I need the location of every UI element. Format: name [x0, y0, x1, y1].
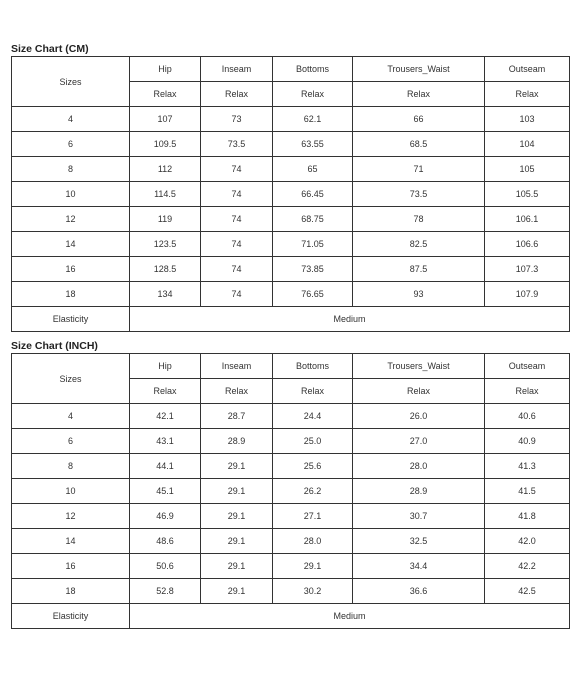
table-cell: 36.6 — [353, 579, 485, 604]
table-cell: 29.1 — [201, 529, 273, 554]
subheader-cell: Relax — [353, 82, 485, 107]
table-cell: 29.1 — [201, 554, 273, 579]
table-cell: 41.3 — [485, 454, 570, 479]
column-header-inseam: Inseam — [201, 57, 273, 82]
column-header-trousers-waist: Trousers_Waist — [353, 57, 485, 82]
size-chart-inch-title: Size Chart (INCH) — [11, 340, 98, 352]
size-cell: 16 — [12, 554, 130, 579]
table-cell: 134 — [130, 282, 201, 307]
table-cell: 32.5 — [353, 529, 485, 554]
table-cell: 71 — [353, 157, 485, 182]
table-cell: 66.45 — [273, 182, 353, 207]
column-header-bottoms: Bottoms — [273, 57, 353, 82]
header-row — [12, 57, 570, 82]
size-cell: 18 — [12, 282, 130, 307]
size-cell: 6 — [12, 132, 130, 157]
size-cell: 10 — [12, 479, 130, 504]
subheader-cell: Relax — [273, 379, 353, 404]
table-row — [12, 529, 570, 554]
table-row — [12, 257, 570, 282]
table-row — [12, 182, 570, 207]
subheader-cell: Relax — [485, 379, 570, 404]
table-cell: 105 — [485, 157, 570, 182]
table-cell: 50.6 — [130, 554, 201, 579]
table-cell: 29.1 — [201, 579, 273, 604]
table-row — [12, 554, 570, 579]
table-cell: 46.9 — [130, 504, 201, 529]
table-cell: 42.1 — [130, 404, 201, 429]
table-cell: 107.3 — [485, 257, 570, 282]
table-cell: 24.4 — [273, 404, 353, 429]
column-header-hip: Hip — [130, 57, 201, 82]
table-cell: 71.05 — [273, 232, 353, 257]
table-cell: 29.1 — [201, 454, 273, 479]
column-header-hip: Hip — [130, 354, 201, 379]
table-cell: 123.5 — [130, 232, 201, 257]
table-cell: 28.9 — [201, 429, 273, 454]
elasticity-row — [12, 604, 570, 629]
column-header-bottoms: Bottoms — [273, 354, 353, 379]
table-cell: 27.1 — [273, 504, 353, 529]
table-cell: 78 — [353, 207, 485, 232]
table-cell: 42.2 — [485, 554, 570, 579]
table-cell: 93 — [353, 282, 485, 307]
table-cell: 40.9 — [485, 429, 570, 454]
table-cell: 68.75 — [273, 207, 353, 232]
header-row — [12, 354, 570, 379]
table-cell: 44.1 — [130, 454, 201, 479]
table-cell: 104 — [485, 132, 570, 157]
subheader-cell: Relax — [130, 82, 201, 107]
table-cell: 63.55 — [273, 132, 353, 157]
elasticity-value: Medium — [130, 307, 570, 332]
column-header-trousers-waist: Trousers_Waist — [353, 354, 485, 379]
size-cell: 12 — [12, 207, 130, 232]
table-cell: 66 — [353, 107, 485, 132]
column-header-outseam: Outseam — [485, 57, 570, 82]
table-cell: 25.0 — [273, 429, 353, 454]
table-cell: 26.2 — [273, 479, 353, 504]
table-cell: 74 — [201, 207, 273, 232]
subheader-cell: Relax — [485, 82, 570, 107]
size-chart-cm-title: Size Chart (CM) — [11, 43, 89, 55]
size-cell: 8 — [12, 454, 130, 479]
elasticity-label: Elasticity — [12, 307, 130, 332]
table-cell: 74 — [201, 232, 273, 257]
size-cell: 18 — [12, 579, 130, 604]
table-cell: 28.7 — [201, 404, 273, 429]
table-row — [12, 454, 570, 479]
subheader-cell: Relax — [353, 379, 485, 404]
table-cell: 107.9 — [485, 282, 570, 307]
table-cell: 65 — [273, 157, 353, 182]
table-row — [12, 132, 570, 157]
elasticity-row — [12, 307, 570, 332]
table-cell: 26.0 — [353, 404, 485, 429]
table-row — [12, 504, 570, 529]
table-cell: 29.1 — [201, 479, 273, 504]
table-cell: 87.5 — [353, 257, 485, 282]
table-cell: 107 — [130, 107, 201, 132]
table-cell: 28.9 — [353, 479, 485, 504]
subheader-cell: Relax — [201, 82, 273, 107]
table-cell: 29.1 — [201, 504, 273, 529]
size-cell: 14 — [12, 529, 130, 554]
table-cell: 42.5 — [485, 579, 570, 604]
size-chart-cm-table — [11, 56, 570, 332]
table-cell: 68.5 — [353, 132, 485, 157]
table-cell: 29.1 — [273, 554, 353, 579]
size-cell: 10 — [12, 182, 130, 207]
size-cell: 12 — [12, 504, 130, 529]
table-cell: 43.1 — [130, 429, 201, 454]
table-cell: 27.0 — [353, 429, 485, 454]
table-cell: 74 — [201, 182, 273, 207]
subheader-cell: Relax — [130, 379, 201, 404]
table-row — [12, 232, 570, 257]
size-cell: 14 — [12, 232, 130, 257]
size-cell: 8 — [12, 157, 130, 182]
size-cell: 16 — [12, 257, 130, 282]
sizes-header: Sizes — [12, 57, 130, 107]
table-row — [12, 404, 570, 429]
table-cell: 119 — [130, 207, 201, 232]
sizes-header: Sizes — [12, 354, 130, 404]
column-header-outseam: Outseam — [485, 354, 570, 379]
table-cell: 25.6 — [273, 454, 353, 479]
table-cell: 28.0 — [273, 529, 353, 554]
table-cell: 62.1 — [273, 107, 353, 132]
table-cell: 34.4 — [353, 554, 485, 579]
table-cell: 74 — [201, 282, 273, 307]
table-cell: 103 — [485, 107, 570, 132]
size-cell: 4 — [12, 107, 130, 132]
table-cell: 41.5 — [485, 479, 570, 504]
size-cell: 6 — [12, 429, 130, 454]
subheader-cell: Relax — [201, 379, 273, 404]
table-cell: 73.5 — [353, 182, 485, 207]
table-row — [12, 282, 570, 307]
table-cell: 41.8 — [485, 504, 570, 529]
table-cell: 109.5 — [130, 132, 201, 157]
table-cell: 74 — [201, 257, 273, 282]
table-cell: 114.5 — [130, 182, 201, 207]
table-cell: 128.5 — [130, 257, 201, 282]
table-cell: 28.0 — [353, 454, 485, 479]
table-row — [12, 479, 570, 504]
size-chart-inch-table — [11, 353, 570, 629]
table-cell: 42.0 — [485, 529, 570, 554]
table-cell: 112 — [130, 157, 201, 182]
table-cell: 30.7 — [353, 504, 485, 529]
elasticity-value: Medium — [130, 604, 570, 629]
table-cell: 73.85 — [273, 257, 353, 282]
table-cell: 76.65 — [273, 282, 353, 307]
table-cell: 82.5 — [353, 232, 485, 257]
size-cell: 4 — [12, 404, 130, 429]
table-row — [12, 157, 570, 182]
table-cell: 52.8 — [130, 579, 201, 604]
table-cell: 30.2 — [273, 579, 353, 604]
table-cell: 73.5 — [201, 132, 273, 157]
table-cell: 48.6 — [130, 529, 201, 554]
elasticity-label: Elasticity — [12, 604, 130, 629]
subheader-cell: Relax — [273, 82, 353, 107]
table-cell: 40.6 — [485, 404, 570, 429]
table-row — [12, 579, 570, 604]
table-row — [12, 429, 570, 454]
table-cell: 73 — [201, 107, 273, 132]
table-cell: 105.5 — [485, 182, 570, 207]
table-cell: 74 — [201, 157, 273, 182]
table-row — [12, 107, 570, 132]
column-header-inseam: Inseam — [201, 354, 273, 379]
table-row — [12, 207, 570, 232]
table-cell: 106.6 — [485, 232, 570, 257]
table-cell: 45.1 — [130, 479, 201, 504]
table-cell: 106.1 — [485, 207, 570, 232]
